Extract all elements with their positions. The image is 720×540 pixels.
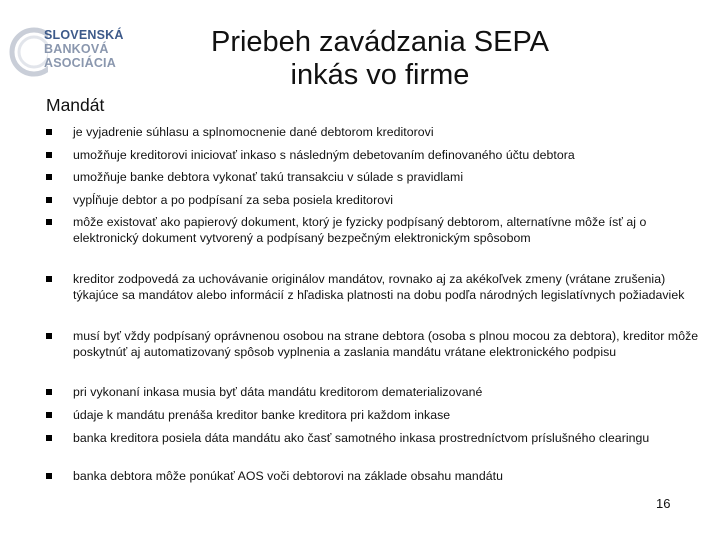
slide-title-line-1: Priebeh zavádzania SEPA (210, 26, 549, 58)
bullet-marker-icon (46, 129, 52, 135)
section-heading: Mandát (46, 95, 105, 115)
bullet-marker-icon (46, 219, 52, 225)
bullet-marker-icon (46, 435, 52, 441)
bullet-text: banka debtora môže ponúkať AOS voči debtorovi na základe obsahu mandátu (73, 469, 503, 483)
bullet-text: umožňuje kreditorovi iniciovať inkaso s následným debetovaním definovaného účtu debtora (73, 148, 575, 162)
bullet-marker-icon (46, 333, 52, 339)
bullet-text: musí byť vždy podpísaný oprávnenou osobou na strane debtora (osoba s plnou mocou za debtora), kreditor môže poskytnúť aj automatizovaný spôsob vyplnenia a zaslania mandátu vrátane elektronického podpisu (73, 329, 699, 359)
bullet-text: môže existovať ako papierový dokument, ktorý je fyzicky podpísaný debtorom, alternatívne môže ísť aj o elektronický dokument vytvorený a podpísaný bezpečným elektronickým spôsobom (73, 215, 647, 245)
logo-line-3: ASOCIÁCIA (44, 56, 116, 70)
bullet-text: umožňuje banke debtora vykonať takú transakciu v súlade s pravidlami (73, 170, 464, 184)
bullet-text: banka kreditora posiela dáta mandátu ako časť samotného inkasa prostredníctvom príslušného clearingu (73, 431, 650, 445)
page-number: 16 (656, 496, 671, 511)
bullet-marker-icon (46, 276, 52, 282)
bullet-marker-icon (46, 389, 52, 395)
bullet-text: je vyjadrenie súhlasu a splnomocnenie dané debtorom kreditorovi (73, 125, 434, 139)
logo-line-2: BANKOVÁ (44, 42, 109, 56)
bullet-marker-icon (46, 197, 52, 203)
slide-title-line-2: inkás vo firme (290, 59, 470, 91)
bullet-text: vypĺňuje debtor a po podpísaní za seba posiela kreditorovi (73, 193, 394, 207)
slovak-banking-association-logo (8, 22, 128, 86)
bullet-text: pri vykonaní inkasa musia byť dáta mandátu kreditorom dematerializované (73, 385, 483, 399)
bullet-text: kreditor zodpovedá za uchovávanie originálov mandátov, rovnako aj za akékoľvek zmeny (vrátane zrušenia) týkajúce sa mandátov alebo informácií z hľadiska platnosti na dobu podľa národných legislatívnych požiadaviek (73, 272, 685, 302)
bullet-marker-icon (46, 412, 52, 418)
bullet-marker-icon (46, 152, 52, 158)
bullet-marker-icon (46, 174, 52, 180)
logo-emblem-icon (8, 22, 48, 86)
logo-line-1: SLOVENSKÁ (44, 28, 124, 42)
bullet-text: údaje k mandátu prenáša kreditor banke kreditora pri každom inkase (73, 408, 451, 422)
slide-title (160, 26, 600, 92)
bullet-marker-icon (46, 473, 52, 479)
